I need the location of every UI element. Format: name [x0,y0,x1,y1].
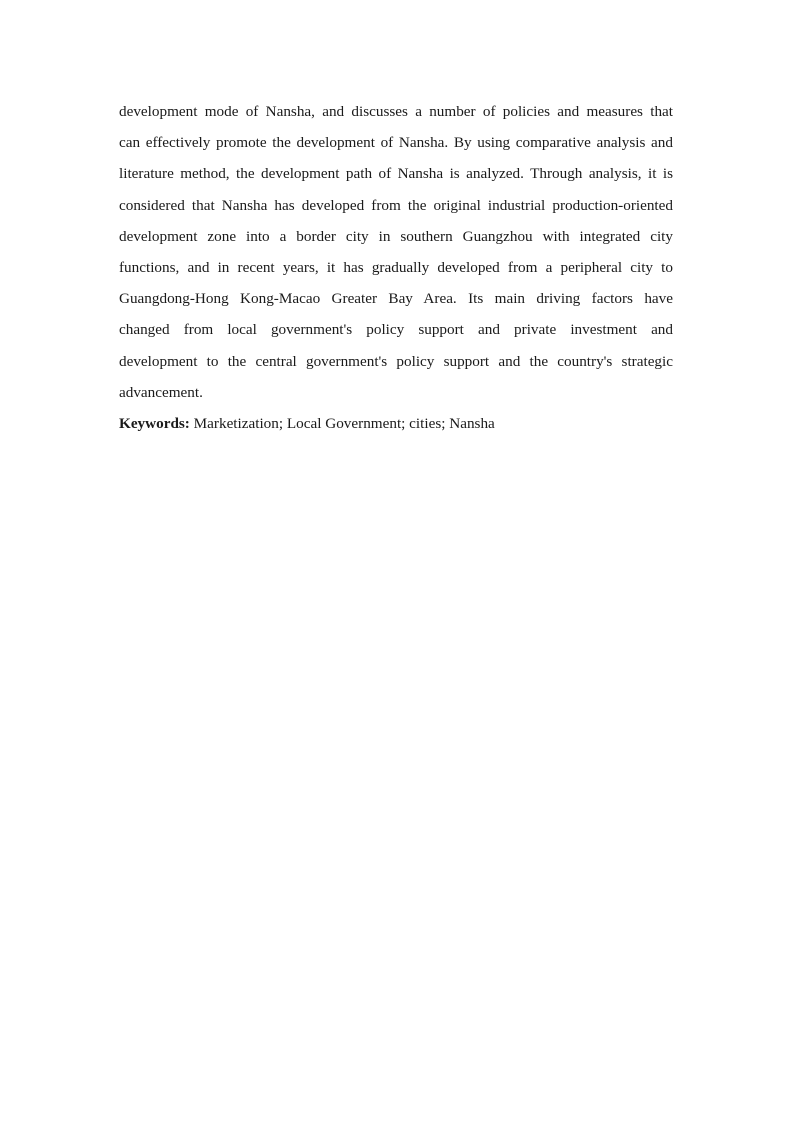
abstract-line: can effectively promote the development of Nansha. By using comparative analysis and [119,134,673,152]
abstract-line: advancement. [119,383,203,401]
abstract-line: development zone into a border city in southern Guangzhou with integrated city [119,227,673,245]
keywords-label: Keywords: [119,414,190,432]
abstract-line: development to the central government's policy support and the country's strategic [119,352,673,370]
abstract-line: changed from local government's policy support and private investment and [119,321,673,339]
abstract-line: literature method, the development path of Nansha is analyzed. Through analysis, it is [119,165,673,183]
abstract-line: considered that Nansha has developed from the original industrial production-oriented [119,196,673,214]
abstract-body [119,98,673,441]
keywords-line [119,410,673,441]
keywords-value: Marketization; Local Government; cities; Nansha [193,414,495,432]
abstract-line: functions, and in recent years, it has gradually developed from a peripheral city to [119,258,673,276]
abstract-line: Guangdong-Hong Kong-Macao Greater Bay Area. Its main driving factors have [119,290,673,308]
abstract-line: development mode of Nansha, and discusses a number of policies and measures that [119,103,673,120]
